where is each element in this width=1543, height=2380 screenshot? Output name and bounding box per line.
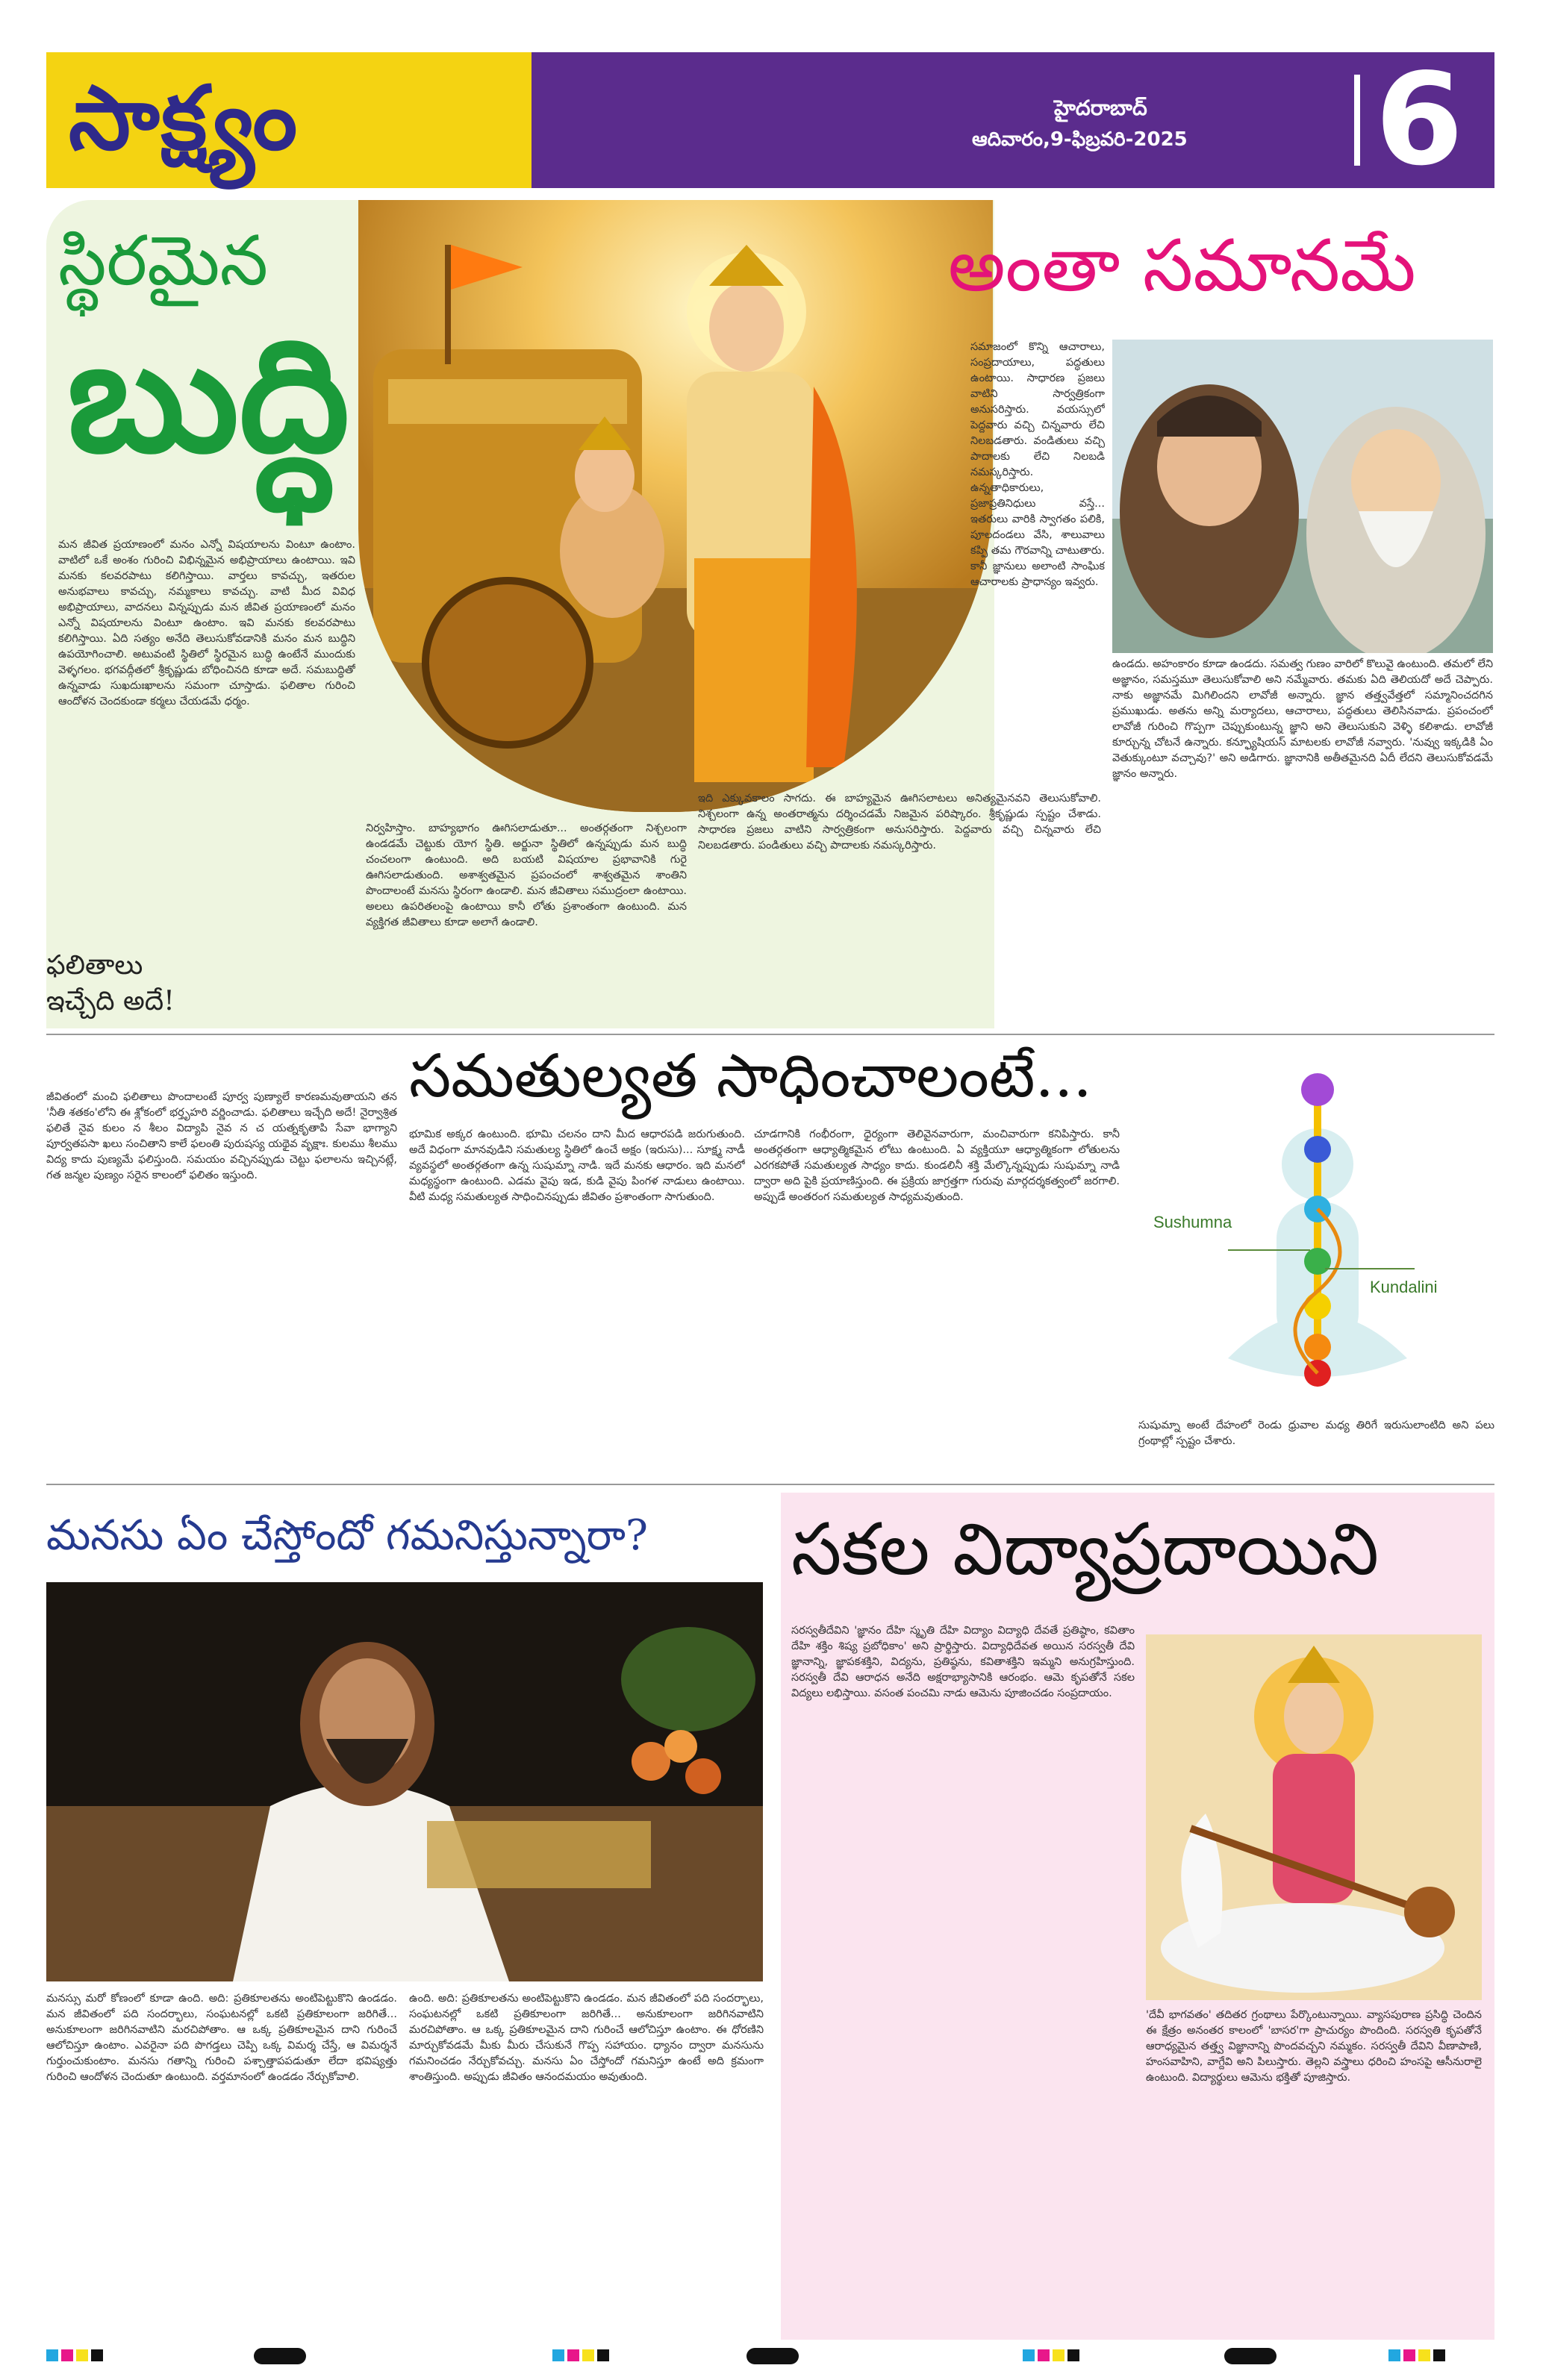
black-swatch bbox=[1433, 2349, 1445, 2361]
chakra-caption-text: సుషుమ్నా అంటే దేహంలో రెండు ధ్రువాల మధ్య తిరిగే ఇరుసులాంటిది అని పలు గ్రంథాల్లో స్పష్టం చేశారు. bbox=[1138, 1419, 1494, 1447]
yellow-swatch bbox=[582, 2349, 594, 2361]
story4-column-2-text: ఉంది. అది: ప్రతికూలతను అంటిపెట్టుకొని ఉండడం. మన జీవితంలో పది సందర్భాలు, సంఘటనల్లో ఒకటి ప్రతికూలంగా జరిగితే... అనుకూలంగా జరిగినవాటిని మరచిపోతాం. ఆ ఒక్క ప్రతికూలమైన దాని గురించే ఆలోచిస్తూ ఉంటాం. ఈ ధోరణిని మార్చుకోవడమే మీకు మీరు చేసుకునే గొప్ప సహాయం. ధ్యానం ద్వారా మనసును గమనించడం నేర్చుకోవచ్చు. మనసు ఏం చేస్తోందో గమనిస్తూ ఉంటే అది క్రమంగా శాంతిస్తుంది. అప్పుడు జీవితం ఆనందమయం అవుతుంది. bbox=[409, 1993, 764, 2083]
page-number: 6 bbox=[1375, 46, 1464, 194]
story1-column-4-text: ఇది ఎక్కువకాలం సాగదు. ఈ బాహ్యమైన ఊగిసలాటలు అనిత్యమైనవని తెలుసుకోవాలి. నిశ్చలంగా ఉన్న అంతరాత్మను దర్శించడమే నిజమైన పరిష్కారం. శ్రీకృష్ణుడు స్పష్టం చేశాడు. సాధారణ ప్రజలు వాటిని సార్వత్రికంగా అనుసరిస్తారు. పెద్దవారు వచ్చి చిన్నవారు లేచి నిలబడతారు. పండితులు వచ్చి పాదాలకు నమస్కరిస్తారు. bbox=[698, 793, 1101, 852]
story3-column-2 bbox=[409, 1127, 745, 1470]
masthead-date-panel bbox=[532, 46, 1494, 194]
story2-column-1-text: ఉండదు. అహంకారం కూడా ఉండదు. సమత్వ గుణం వారిలో కొలువై ఉంటుంది. తమలో లేని అజ్ఞానం, సమస్తమూ తెలుసుకోవాలి అని నమ్మేవారు. తమకు ఏది తెలియదో అదే చెప్పారు. నాకు అజ్ఞానమే మిగిలిందని లావోజీ అన్నారు. జ్ఞాన తత్త్వవేత్తలో సమ్మానించదగిన ప్రముఖుడు. అతను అన్ని మర్యాదలు, ఆచారాలు, పద్ధతులు తెలిసినవాడు. ప్రపంచంలో లావోజీ గురించి గొప్పగా చెప్పుకుంటున్న జ్ఞాని అని తెలుసుకుని వెళ్ళి కలిశాడు. లావోజీ కూర్చున్న చోటనే ఉన్నారు. కన్ఫ్యూషియస్ మాటలకు లావోజీ నవ్వారు. 'నువ్వు ఇక్కడికి ఏం వెతుక్కుంటూ వచ్చావు?' అని అడిగారు. జ్ఞానానికి అతీతమైనది ఏదీ లేదని తెలుసుకోవడమే జ్ఞానం అన్నారు. bbox=[1112, 658, 1493, 780]
story5-column-2-text: 'దేవీ భాగవతం' తదితర గ్రంథాలు పేర్కొంటున్నాయి. వ్యాసపురాణ ప్రసిద్ధి చెందిన ఈ క్షేత్రం అనంతర కాలంలో 'బాసర'గా ప్రాచుర్యం పొందింది. సరస్వతి కృపతోనే ఆరాధ్యమైన తత్త్వ విజ్ఞానాన్ని పొందవచ్చని నమ్మకం. సరస్వతీ దేవిని వీణాపాణి, హంసవాహిని, వాగ్దేవి అని పిలుస్తారు. తెల్లని వస్త్రాలు ధరించి హంసపై ఆసీనురాలై ఉంటుంది. విద్యార్థులు ఆమెను భక్తితో పూజిస్తారు. bbox=[1146, 2009, 1482, 2084]
cyan-swatch bbox=[46, 2349, 58, 2361]
story3-column-1-text: జీవితంలో మంచి ఫలితాలు పొందాలంటే పూర్వ పుణ్యాలే కారణమవుతాయని తన 'నీతి శతకం'లోని ఈ శ్లోకంలో భర్తృహరి వర్ణించాడు. ఫలితాలు ఇచ్చేది అదే! నైర్వాశ్రిత ఫలితే నైవ కులం న శీలం విద్యాపి నైవ న చ యత్నకృతాపి సేవా భాగ్యాని పూర్వతపసా ఖలు సంచితాని కాలే ఫలంతి పురుషస్య యథైవ వృక్షాః. కులము శీలము విద్య కాదు పుణ్యమే ఫలిస్తుంది. సమయం వచ్చినప్పుడు చెట్టు ఫలాలను ఇచ్చినట్లే, గత జన్మల పుణ్యం సరైన కాలంలో ఫలితం ఇస్తుంది. bbox=[46, 1091, 397, 1181]
story1-column-1-text: మన జీవిత ప్రయాణంలో మనం ఎన్నో విషయాలను వింటూ ఉంటాం. వాటిలో ఒకే అంశం గురించి విభిన్నమైన అభిప్రాయాలు ఉంటాయి. ఇవి మనకు కలవరపాటు కలిగిస్తాయి. వార్తలు కావచ్చు, ఇతరుల అనుభవాలు కావచ్చు, నమ్మకాలు కావచ్చు. వాటి మీద వివిధ అభిప్రాయాలు, వాదనలు విన్నప్పుడు మన జీవిత ప్రయాణంలో మనం ఎన్నో విషయాలను వింటూ ఉంటాం. ఇవి మనకు కలవరపాటు కలిగిస్తాయి. ఏది సత్యం అనేది తెలుసుకోవడానికి మనం మన బుద్ధిని ఉపయోగించాలి. అటువంటి స్థితిలో స్థిరమైన బుద్ధి ఉంటేనే ముందుకు వెళ్ళగలం. భగవద్గీతలో శ్రీకృష్ణుడు బోధించినది కూడా అదే. సమబుద్ధితో ఉన్నవాడు సుఖదుఃఖాలను సమంగా చూస్తాడు. ఫలితాల గురించి ఆందోళన చెందకుండా కర్మలు చేయడమే ధర్మం. bbox=[58, 539, 355, 708]
masthead-divider bbox=[1354, 75, 1360, 166]
masthead-city: హైదరాబాద్ bbox=[1054, 96, 1147, 120]
story5-column-1 bbox=[791, 1623, 1135, 2332]
sages-illustration bbox=[1112, 340, 1493, 653]
print-colour-bar-center bbox=[552, 2349, 612, 2361]
story3-column-2-text: భూమిక అక్కర ఉంటుంది. భూమి చలనం దాని మీద ఆధారపడి జరుగుతుంది. అదే విధంగా మానవుడిని సమతుల్య స్థితిలో ఉంచే అక్షం (ఇరుసు)... సూక్ష్మ నాడీ వ్యవస్థలో అంతర్గతంగా ఉన్న సుషుమ్నా నాడి. ఇదే మనకు ఆధారం. ఇది మనలో మధ్యస్థంగా ఉంటుంది. ఎడమ వైపు ఇడ, కుడి వైపు పింగళ నాడులు ఉంటాయి. వీటి మధ్య సమతుల్యత సాధించినప్పుడు జీవితం ప్రశాంతంగా సాగుతుంది. bbox=[409, 1128, 745, 1203]
chakra-diagram bbox=[1138, 1045, 1494, 1411]
black-swatch bbox=[1067, 2349, 1079, 2361]
section-divider-2 bbox=[46, 1484, 1494, 1485]
registration-mark bbox=[1224, 2348, 1277, 2364]
story3-title: సమతుల్యత సాధించాలంటే... bbox=[409, 1041, 1092, 1111]
story1-column-2 bbox=[366, 821, 687, 1022]
print-colour-bar-far-right bbox=[1388, 2349, 1448, 2361]
story1-title-line1: స్థిరమైన bbox=[58, 221, 269, 301]
black-swatch bbox=[91, 2349, 103, 2361]
story5-title: సకల విద్యాప్రదాయిని bbox=[791, 1508, 1380, 1591]
newspaper-logo: సాక్ష్యం bbox=[69, 66, 299, 169]
masthead bbox=[46, 46, 1494, 194]
sushumna-label: Sushumna bbox=[1153, 1213, 1232, 1231]
story1-side-label: ఫలితాలు ఇచ్చేది అదే! bbox=[46, 950, 175, 1016]
cyan-swatch bbox=[552, 2349, 564, 2361]
story3-column-1 bbox=[46, 1090, 397, 1470]
print-colour-bar-right bbox=[1023, 2349, 1082, 2361]
story1-column-3-text: సమాజంలో కొన్ని ఆచారాలు, సంప్రదాయాలు, పద్ధతులు ఉంటాయి. సాధారణ ప్రజలు వాటిని సార్వత్రికంగా అనుసరిస్తారు. వయస్సులో పెద్దవారు వచ్చి చిన్నవారు లేచి నిలబడతారు. వండితులు వచ్చి పాదాలకు లేచి నిలబడి నమస్కరిస్తారు. ఉన్నతాధికారులు, ప్రజాప్రతినిధులు వస్తే... ఇతరులు వారికి స్వాగతం పలికి, పూలదండలు వేసి, శాలువాలు కప్పి తమ గౌరవాన్ని చాటుతారు. కానీ జ్ఞానులు అలాంటి సాంఘిక ఆచారాలకు ప్రాధాన్యం ఇవ్వరు. bbox=[970, 341, 1105, 588]
section-divider bbox=[46, 1034, 1494, 1035]
story4-title: మనసు ఏం చేస్తోందో గమనిస్తున్నారా? bbox=[46, 1511, 648, 1560]
cyan-swatch bbox=[1023, 2349, 1035, 2361]
print-colour-bar-left bbox=[46, 2349, 106, 2361]
magenta-swatch bbox=[567, 2349, 579, 2361]
registration-mark bbox=[746, 2348, 799, 2364]
magenta-swatch bbox=[1403, 2349, 1415, 2361]
story1-title-line2: బుద్ధి bbox=[67, 303, 350, 487]
story2-title: అంతా సమానమే bbox=[948, 224, 1416, 307]
story4-column-1-text: మనస్సు మరో కోణంలో కూడా ఉంది. అది: ప్రతికూలతను అంటిపెట్టుకొని ఉండడం. మన జీవితంలో పది సందర్భాలు, సంఘటనల్లో ఒకటి ప్రతికూలంగా జరిగితే... అనుకూలంగా జరిగినవాటిని మరచిపోతాం. ఆ ఒక్క ప్రతికూలమైన దాని గురించే ఆలోచిస్తూ ఉంటాం. ఎవరైనా పది పొగడ్తలు చెప్పి ఒక్క విమర్శ చేస్తే, ఆ విమర్శనే గుర్తుంచుకుంటాం. మనసు గతాన్ని గురించి పశ్చాత్తాపపడుతూ లేదా భవిష్యత్తు గురించి ఆందోళన చెందుతూ ఉంటుంది. వర్తమానంలో ఉండడం నేర్చుకోవాలి. bbox=[46, 1993, 397, 2083]
story1-column-3 bbox=[970, 340, 1105, 787]
story3-column-3 bbox=[754, 1127, 1120, 1470]
story5-column-2 bbox=[1146, 2008, 1482, 2332]
story1-column-4 bbox=[698, 791, 1101, 1022]
cyan-swatch bbox=[1388, 2349, 1400, 2361]
magenta-swatch bbox=[1038, 2349, 1050, 2361]
yellow-swatch bbox=[1053, 2349, 1064, 2361]
black-swatch bbox=[597, 2349, 609, 2361]
yellow-swatch bbox=[76, 2349, 88, 2361]
chakra-caption bbox=[1138, 1418, 1494, 1470]
saraswati-illustration bbox=[1146, 1634, 1482, 2000]
kundalini-label: Kundalini bbox=[1370, 1278, 1438, 1296]
magenta-swatch bbox=[61, 2349, 73, 2361]
story3-column-3-text: చూడగానికి గంభీరంగా, ధైర్యంగా తెలివైనవారుగా, మంచివారుగా కనిపిస్తారు. కానీ అంతర్గతంగా ఆధ్యాత్మికమైన లోటు ఉంటుంది. ఏ వ్యక్తియూ ఆధ్యాత్మికంగా లోతులను ఎరగకపోతే సమతుల్యత సాధ్యం కాదు. కుండలినీ శక్తి మేల్కొన్నప్పుడు సుషుమ్నా నాడి ద్వారా అది పైకి ప్రయాణిస్తుంది. ఈ ప్రక్రియ జాగ్రత్తగా గురువు మార్గదర్శకత్వంలో జరగాలి. అప్పుడే అంతరంగ సమతుల్యత సాధ్యమవుతుంది. bbox=[754, 1128, 1120, 1203]
registration-mark bbox=[254, 2348, 306, 2364]
story4-column-2 bbox=[409, 1991, 764, 2334]
masthead-date: ఆదివారం,9-ఫిబ్రవరి-2025 bbox=[972, 128, 1188, 151]
yellow-swatch bbox=[1418, 2349, 1430, 2361]
speaker-photo bbox=[46, 1582, 763, 1981]
story5-column-1-text: సరస్వతీదేవిని 'జ్ఞానం దేహి స్మృతి దేహి విద్యాం విద్యాధి దేవతే ప్రతిష్ఠాం, కవితాం దేహి శక్తిం శిష్య ప్రబోధికాం' అని ప్రార్థిస్తారు. విద్యాధిదేవత అయిన సరస్వతీ దేవి జ్ఞానాన్ని, జ్ఞాపకశక్తిని, విద్యను, ప్రతిష్ఠను, కవితాశక్తిని ఇమ్మని అనుగ్రహిస్తుంది. సరస్వతీ దేవి ఆరాధన అనేది అక్షరాభ్యాసానికి ఆరంభం. ఆమె కృపతోనే సకల విద్యలు లభిస్తాయి. వసంత పంచమి నాడు ఆమెను పూజించడం సంప్రదాయం. bbox=[791, 1625, 1135, 1699]
story4-column-1 bbox=[46, 1991, 397, 2334]
story1-column-2-text: నిర్వహిస్తాం. బాహ్యభాగం ఊగిసలాడుతూ... అంతర్గతంగా నిశ్చలంగా ఉండడమే చెట్టుకు యోగ స్థితి. అర్జునా స్థితిలో ఉన్నప్పుడు మన బుద్ధి చంచలంగా ఉంటుంది. అది బయటి విషయాల ప్రభావానికి గురై ఊగిసలాడుతుంది. అశాశ్వతమైన ప్రపంచంలో శాశ్వతమైన శాంతిని పొందాలంటే మనసు స్థిరంగా ఉండాలి. మన జీవితాలు సముద్రంలా ఉంటాయి. అలలు ఉపరితలంపై ఉంటాయి కానీ లోతు ప్రశాంతంగా ఉంటుంది. మన వ్యక్తిగత జీవితాలు కూడా అలాగే ఉండాలి. bbox=[366, 822, 687, 928]
story2-column-1 bbox=[1112, 657, 1493, 1022]
